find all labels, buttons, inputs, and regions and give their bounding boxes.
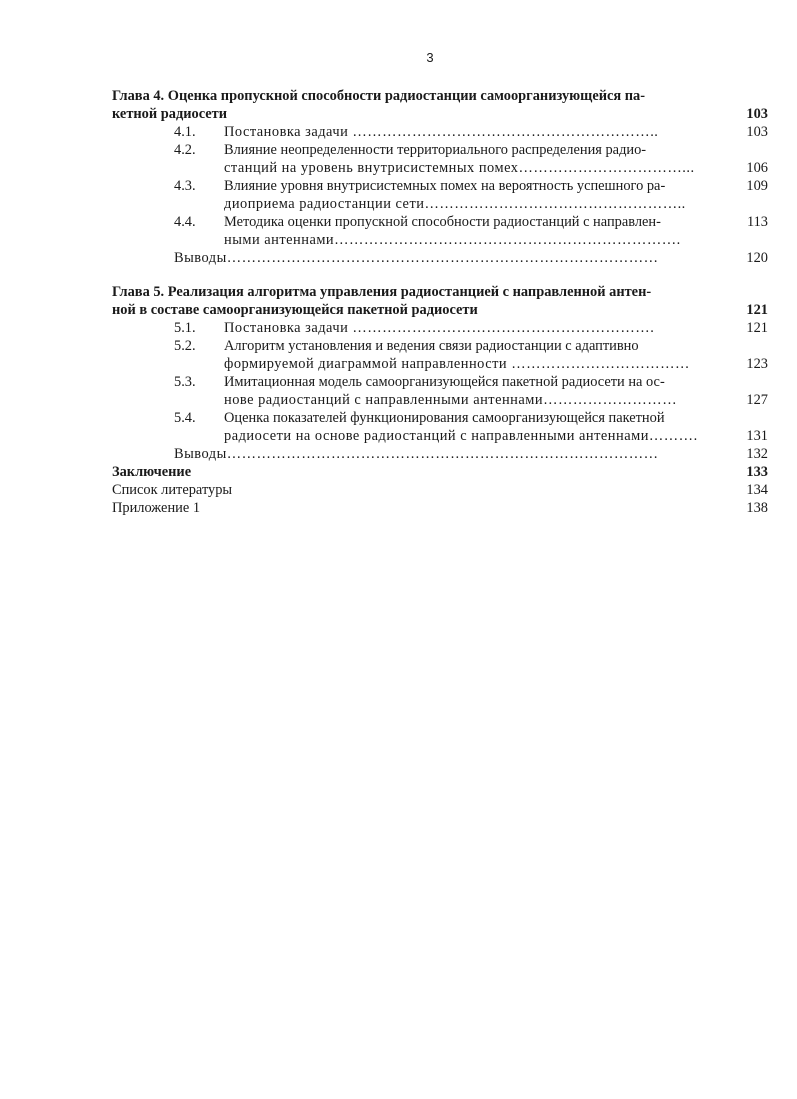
entry-page: 133 <box>746 464 768 480</box>
toc-entry-4-4 <box>112 213 768 249</box>
chapter-4-page: 103 <box>746 106 768 122</box>
toc-entry-4-1 <box>112 123 768 141</box>
entry-page: 109 <box>746 178 768 194</box>
entry-title-line-2: станций на уровень внутрисистемных помех……………………………... <box>224 160 695 176</box>
chapter-4-title-line-2: кетной радиосети <box>112 106 228 122</box>
toc-entry-4-2 <box>112 141 768 177</box>
entry-page: 123 <box>746 356 768 372</box>
toc-entry-chapter-5-conclusions <box>112 445 768 463</box>
chapter-4-heading-line-2 <box>112 105 768 123</box>
entry-title-line-1: Имитационная модель самоорганизующейся пакетной радиосети на ос- <box>224 374 665 390</box>
entry-title-line-1: Влияние уровня внутрисистемных помех на вероятность успешного ра- <box>224 178 666 194</box>
toc-entry-5-1 <box>112 319 768 337</box>
toc-entry-conclusion <box>112 463 768 481</box>
chapter-5-heading-line-2 <box>112 301 768 319</box>
entry-title: Постановка задачи ……………………………………………………. <box>224 320 655 336</box>
entry-number: 4.4. <box>174 214 196 230</box>
entry-title: Постановка задачи …………………………………………………….. <box>224 124 659 140</box>
entry-title-line-1: Влияние неопределенности территориального распределения радио- <box>224 142 647 158</box>
entry-number: 5.1. <box>174 320 196 336</box>
entry-page: 132 <box>746 446 768 462</box>
toc-entry-references <box>112 481 768 499</box>
chapter-5-page: 121 <box>746 302 768 318</box>
entry-title: Выводы…………………………………………………………………………… <box>174 250 659 266</box>
toc-entry-5-3 <box>112 373 768 409</box>
entry-title-line-2: диоприема радиостанции сети…………………………………………….. <box>224 196 686 212</box>
entry-number: 4.3. <box>174 178 196 194</box>
toc-entry-4-3 <box>112 177 768 213</box>
entry-title: Приложение 1 <box>112 500 201 516</box>
entry-page: 138 <box>746 500 768 516</box>
chapter-5-heading-line-1 <box>112 283 768 301</box>
entry-page: 103 <box>746 124 768 140</box>
entry-title-line-2: радиосети на основе радиостанций с направленными антеннами………. <box>224 428 698 444</box>
chapter-4-title-line-1: Глава 4. Оценка пропускной способности радиостанции самоорганизующейся па- <box>112 88 646 104</box>
entry-page: 120 <box>746 250 768 266</box>
entry-page: 131 <box>746 428 768 444</box>
entry-page: 127 <box>746 392 768 408</box>
toc-entry-5-2 <box>112 337 768 373</box>
entry-page: 113 <box>746 214 768 230</box>
entry-title-line-1: Методика оценки пропускной способности радиостанций с направлен- <box>224 214 661 230</box>
entry-title-line-2: формируемой диаграммой направленности ……………………………… <box>224 356 690 372</box>
entry-page: 106 <box>746 160 768 176</box>
entry-number: 5.3. <box>174 374 196 390</box>
entry-title: Список литературы <box>112 482 233 498</box>
entry-page: 121 <box>746 320 768 336</box>
entry-title-line-2: ными антеннами……………………………………………………………. <box>224 232 681 248</box>
page-number: 3 <box>426 50 434 65</box>
entry-title-line-2: нове радиостанций с направленными антеннами……………………… <box>224 392 678 408</box>
toc-entry-chapter-4-conclusions <box>112 249 768 267</box>
entry-number: 4.1. <box>174 124 196 140</box>
entry-page: 134 <box>746 482 768 498</box>
chapter-4-heading-line-1 <box>112 87 768 105</box>
entry-number: 5.4. <box>174 410 196 426</box>
chapter-5-title-line-1: Глава 5. Реализация алгоритма управления радиостанцией с направленной антен- <box>112 284 652 300</box>
entry-title-line-1: Алгоритм установления и ведения связи радиостанции с адаптивно <box>224 338 639 354</box>
entry-title: Заключение <box>112 464 192 480</box>
entry-number: 4.2. <box>174 142 196 158</box>
table-of-contents <box>112 87 768 517</box>
entry-title: Выводы…………………………………………………………………………… <box>174 446 659 462</box>
toc-entry-appendix-1 <box>112 499 768 517</box>
chapter-5-title-line-2: ной в составе самоорганизующейся пакетной радиосети <box>112 302 478 318</box>
entry-number: 5.2. <box>174 338 196 354</box>
entry-title-line-1: Оценка показателей функционирования самоорганизующейся пакетной <box>224 410 665 426</box>
toc-entry-5-4 <box>112 409 768 445</box>
